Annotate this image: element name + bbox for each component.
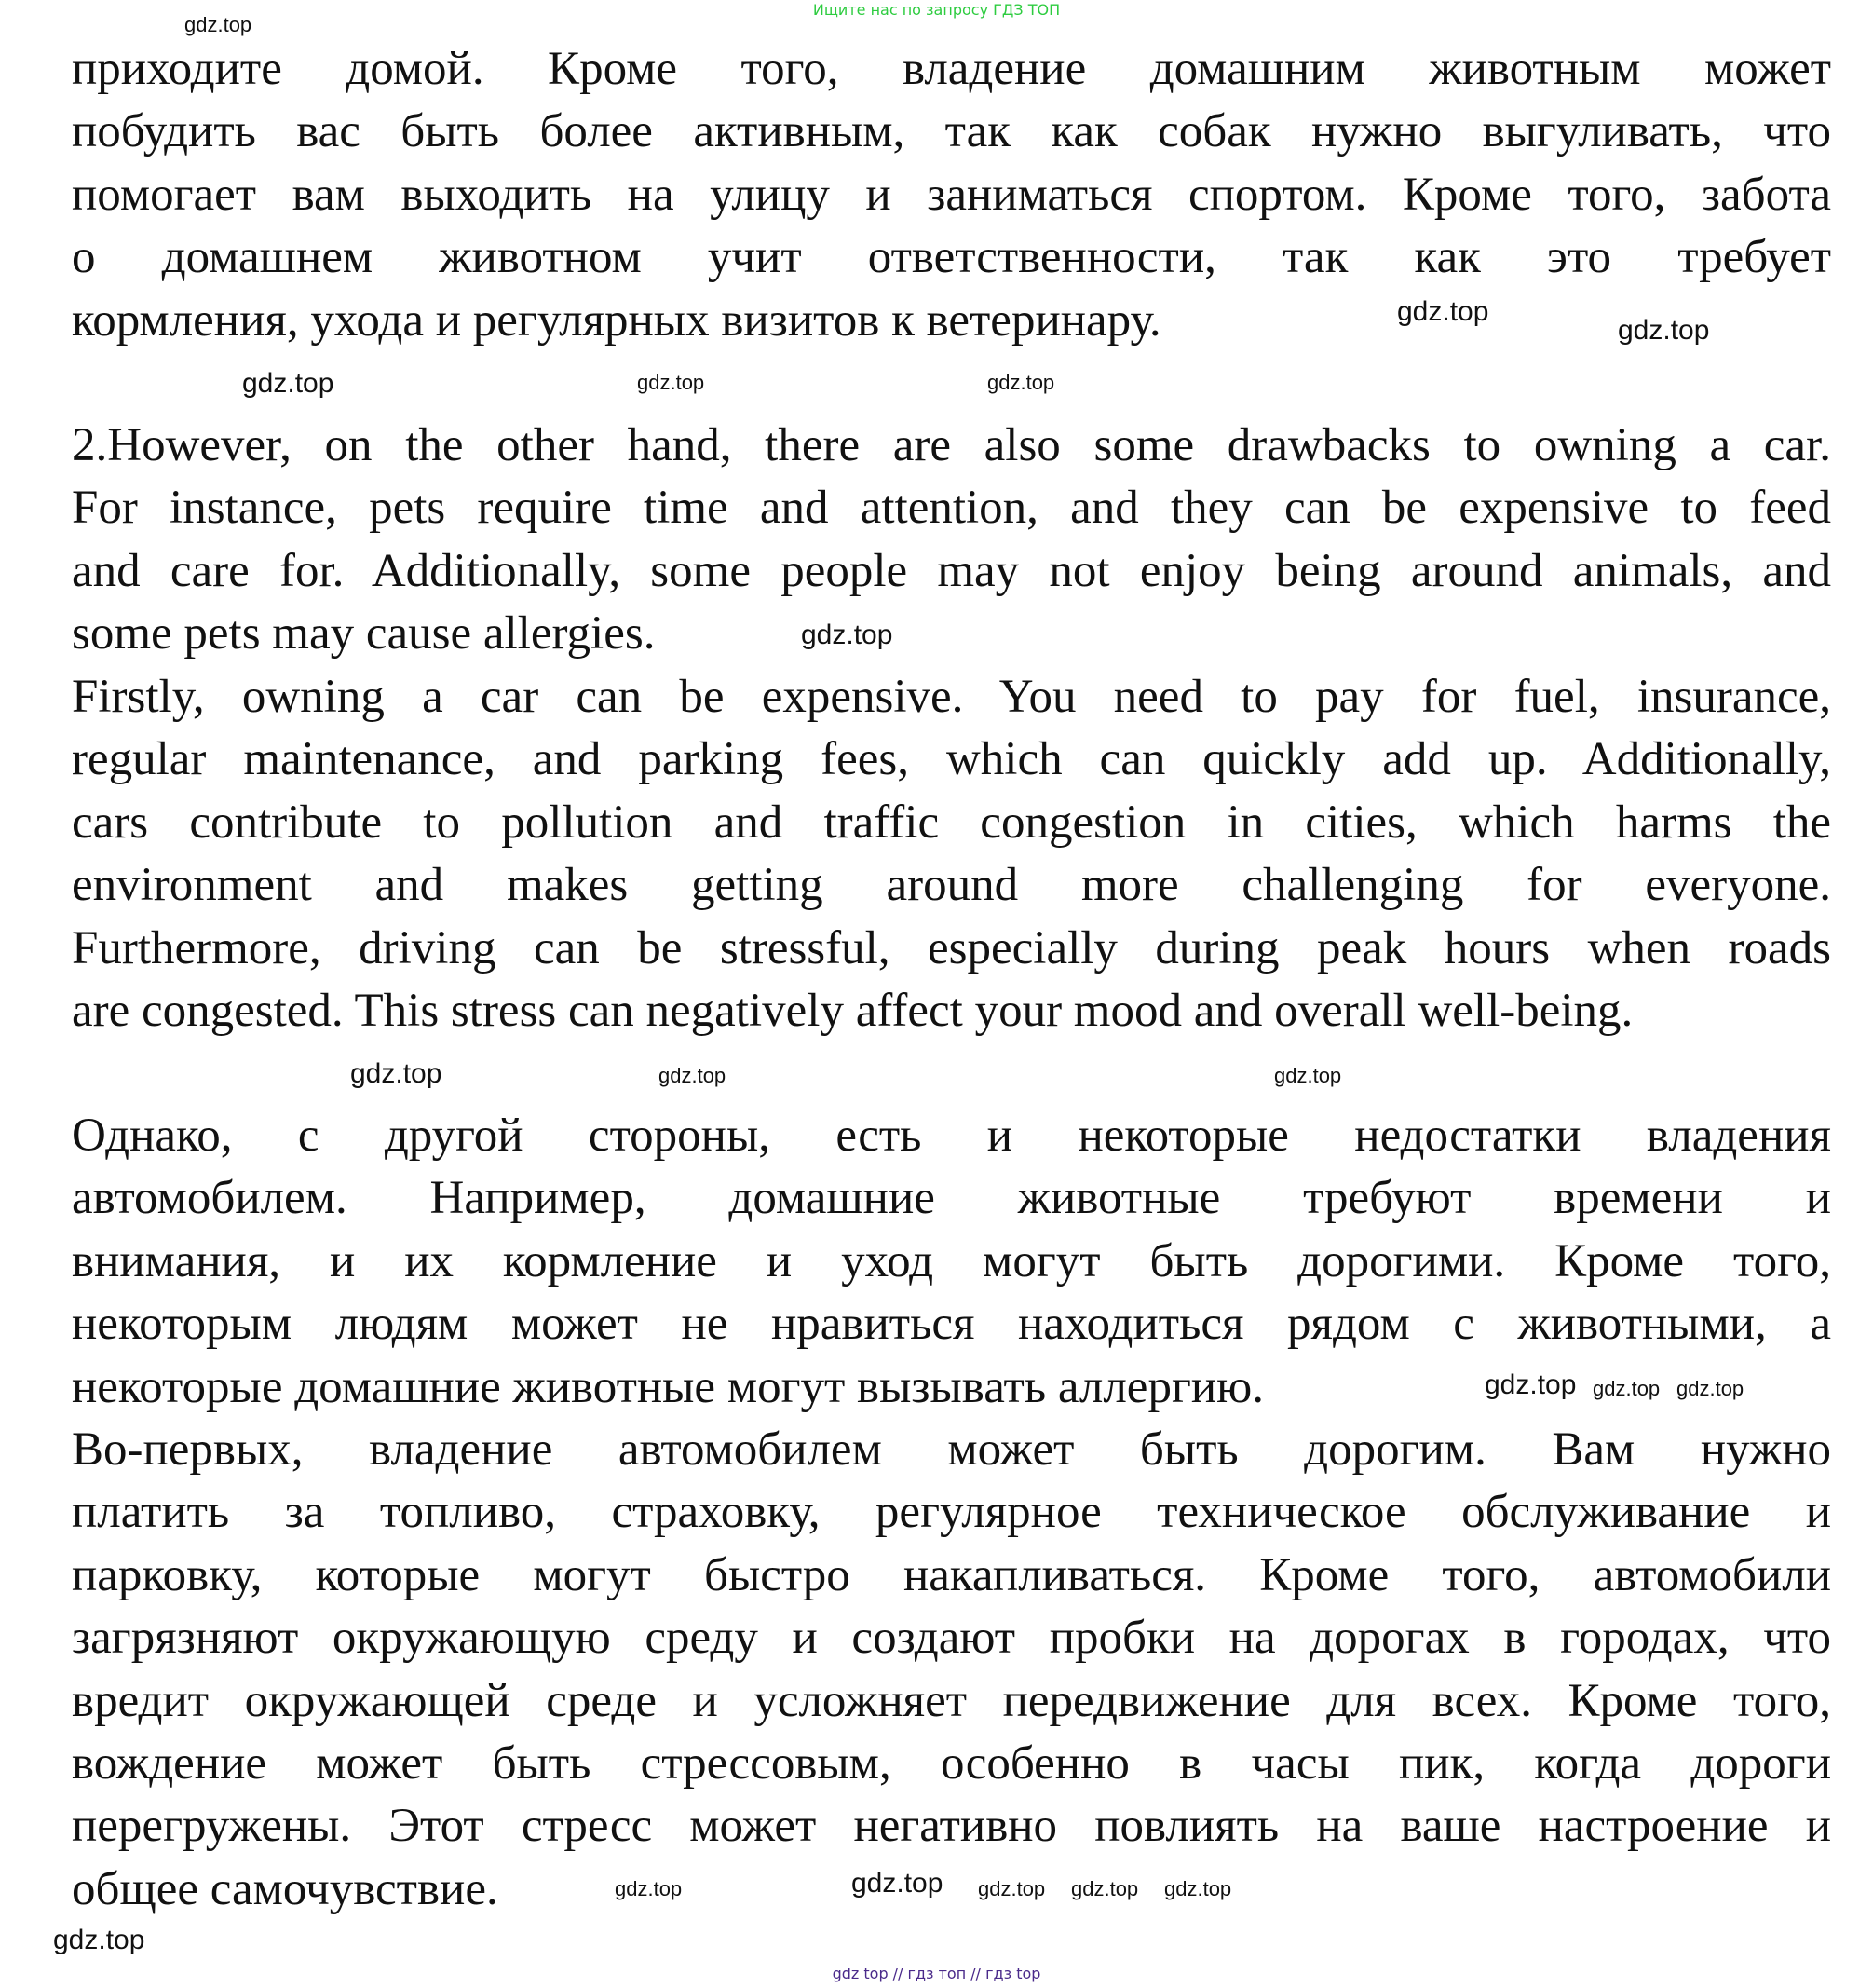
text-line: автомобилем. Например, домашние животные требуют времени и	[72, 1172, 1831, 1225]
text-line: загрязняют окружающую среду и создают пробки на дорогах в городах, что	[72, 1612, 1831, 1665]
text-line: вредит окружающей среде и усложняет передвижение для всех. Кроме того,	[72, 1674, 1831, 1727]
watermark: gdz.top	[658, 1064, 726, 1087]
text-line: некоторые домашние животные могут вызывать аллергию.	[72, 1360, 1265, 1413]
text-line: regular maintenance, and parking fees, which can quickly add up. Additionally,	[72, 733, 1831, 786]
watermark: gdz.top	[350, 1058, 442, 1089]
text-line: some pets may cause allergies.	[72, 607, 656, 660]
text-line: вождение может быть стрессовым, особенно в часы пик, когда дороги	[72, 1736, 1831, 1790]
text-line: are congested. This stress can negatively affect your mood and overall well-being.	[72, 984, 1634, 1037]
text-line: общее самочувствие.	[72, 1862, 498, 1915]
paragraph-3	[72, 666, 1831, 1042]
text-line: побудить вас быть более активным, так как собак нужно выгуливать, что	[72, 105, 1831, 158]
text-line: о домашнем животном учит ответственности, так как это требует	[72, 231, 1831, 284]
watermark: gdz.top	[987, 371, 1055, 394]
watermark: gdz.top	[637, 371, 705, 394]
text-line: приходите домой. Кроме того, владение домашним животным может	[72, 43, 1831, 95]
watermark: gdz.top	[978, 1877, 1046, 1900]
watermark: gdz.top	[1485, 1369, 1577, 1400]
text-line: помогает вам выходить на улицу и заниматься спортом. Кроме того, забота	[72, 168, 1831, 221]
text-line: некоторым людям может не нравиться находиться рядом с животными, а	[72, 1298, 1831, 1351]
header-banner: Ищите нас по запросу ГДЗ ТОП	[812, 1, 1061, 19]
watermark: gdz.top	[1676, 1377, 1744, 1400]
watermark: gdz.top	[1593, 1377, 1661, 1400]
watermark: gdz.top	[1618, 315, 1710, 346]
watermark: gdz.top	[1397, 296, 1489, 327]
text-line: платить за топливо, страховку, регулярное техническое обслуживание и	[72, 1486, 1831, 1539]
text-line: кормления, ухода и регулярных визитов к ветеринару.	[72, 293, 1161, 347]
text-line: Firstly, owning a car can be expensive. You need to pay for fuel, insurance,	[72, 671, 1831, 723]
text-line: and care for. Additionally, some people may not enjoy being around animals, and	[72, 544, 1831, 597]
text-line: Во-первых, владение автомобилем может быть дорогим. Вам нужно	[72, 1423, 1831, 1476]
paragraph-1	[72, 38, 1831, 352]
text-line: Furthermore, driving can be stressful, especially during peak hours when roads	[72, 921, 1831, 974]
paragraph-2	[72, 415, 1831, 666]
text-line: Однако, с другой стороны, есть и некоторые недостатки владения	[72, 1110, 1831, 1162]
text-line: внимания, и их кормление и уход могут быть дорогими. Кроме того,	[72, 1234, 1831, 1287]
watermark: gdz.top	[242, 368, 334, 399]
paragraph-5	[72, 1419, 1831, 1921]
footer-banner: gdz top // гдз топ // гдз top	[832, 1965, 1041, 1982]
watermark: gdz.top	[184, 13, 252, 36]
text-line: парковку, которые могут быстро накапливаться. Кроме того, автомобили	[72, 1548, 1831, 1601]
watermark: gdz.top	[1071, 1877, 1139, 1900]
text-line: environment and makes getting around more challenging for everyone.	[72, 859, 1831, 912]
watermark: gdz.top	[851, 1868, 943, 1899]
text-line: перегружены. Этот стресс может негативно повлиять на ваше настроение и	[72, 1800, 1831, 1853]
watermark: gdz.top	[1274, 1064, 1342, 1087]
text-line: cars contribute to pollution and traffic congestion in cities, which harms the	[72, 796, 1831, 849]
watermark: gdz.top	[53, 1925, 145, 1955]
text-line: For instance, pets require time and attention, and they can be expensive to feed	[72, 482, 1831, 535]
watermark: gdz.top	[615, 1877, 683, 1900]
text-line: 2.However, on the other hand, there are also some drawbacks to owning a car.	[72, 419, 1831, 471]
watermark: gdz.top	[801, 620, 893, 650]
watermark: gdz.top	[1164, 1877, 1232, 1900]
